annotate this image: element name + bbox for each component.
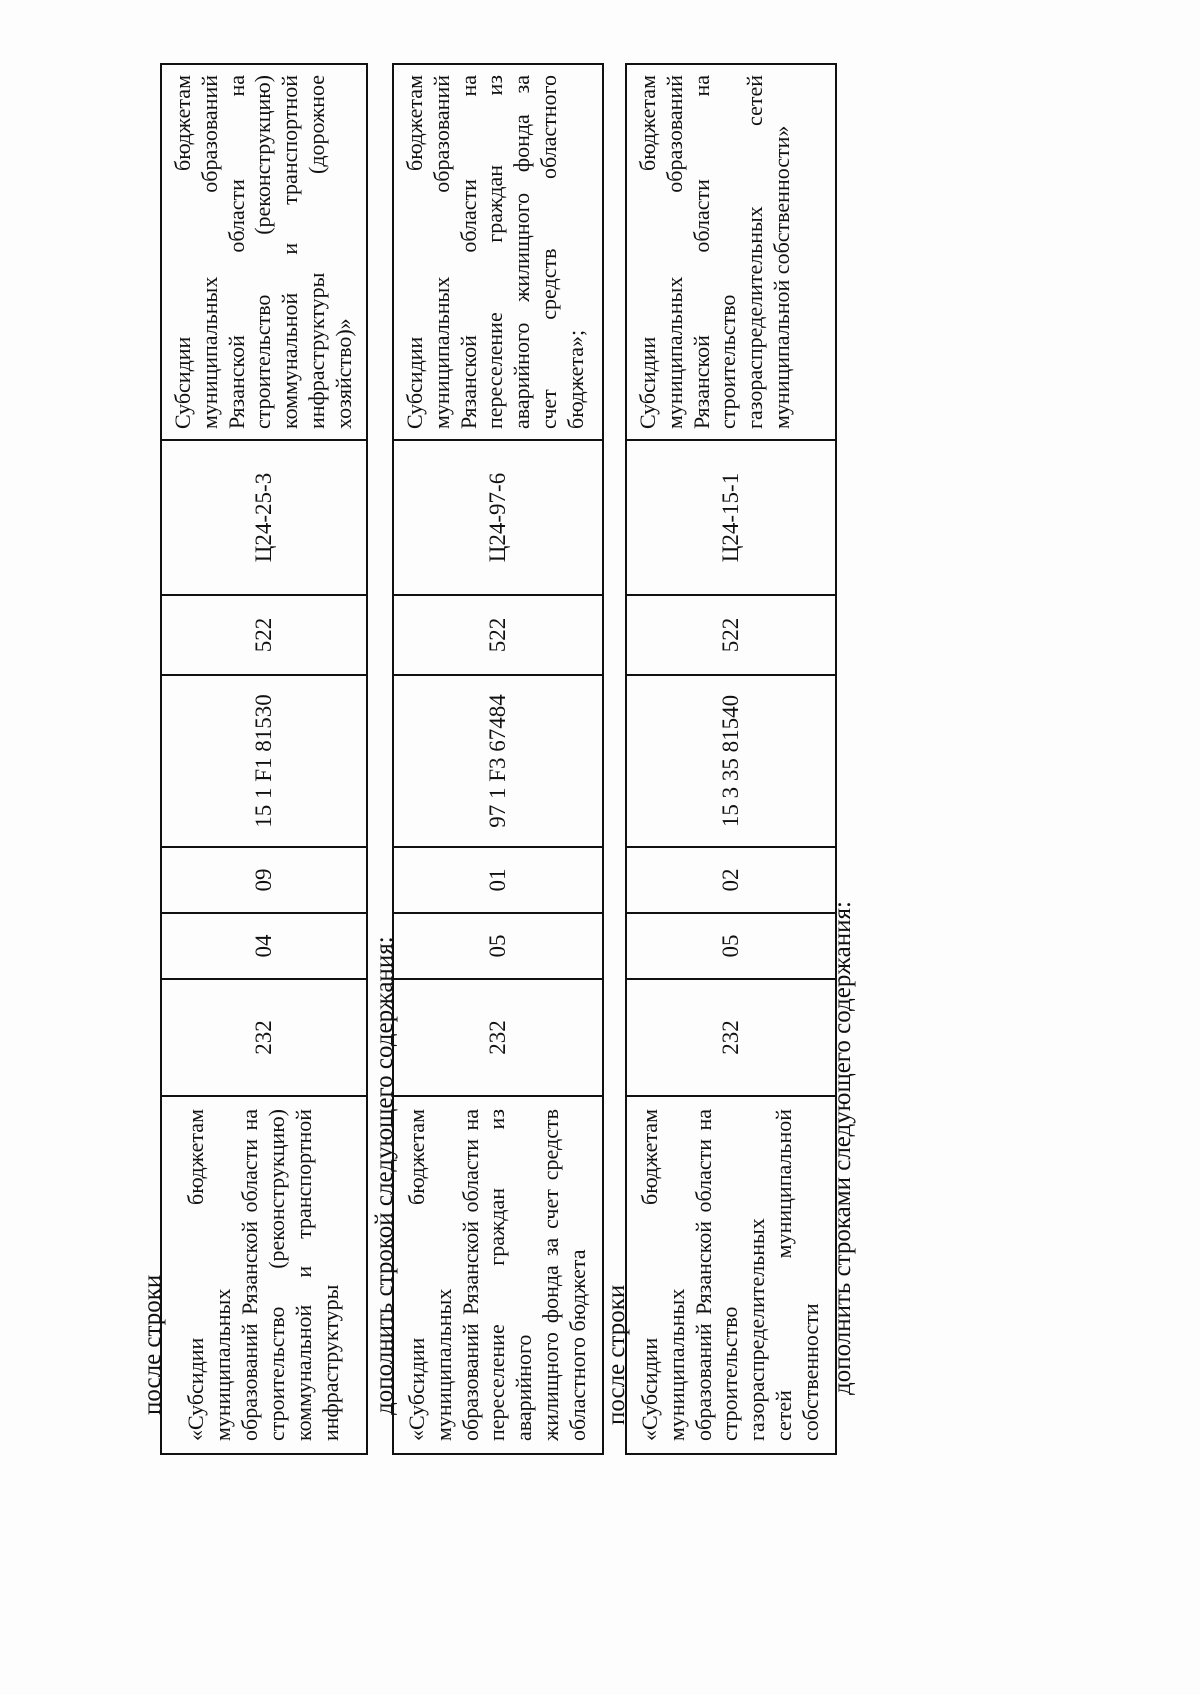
section-code: 05 <box>626 913 836 979</box>
table-row <box>626 64 836 1454</box>
target-code: 15 1 F1 81530 <box>161 675 367 847</box>
admin-code: 232 <box>626 979 836 1096</box>
heading-add-row: дополнить строкой следующего содержания: <box>371 936 398 1415</box>
expense-code: 522 <box>161 595 367 675</box>
direction-code: Ц24-25-3 <box>161 440 367 595</box>
admin-code: 232 <box>393 979 603 1096</box>
row-description: «Субсидии бюджетам муниципальных образований Рязанской области на строительство (реконструкцию) коммунальной и транспортной инфраструктуры <box>161 1096 367 1454</box>
subsection-code: 09 <box>161 847 367 913</box>
subsection-code: 01 <box>393 847 603 913</box>
direction-code: Ц24-97-6 <box>393 440 603 595</box>
budget-table-2 <box>392 63 604 1455</box>
section-code: 05 <box>393 913 603 979</box>
section-code: 04 <box>161 913 367 979</box>
heading-add-rows: дополнить строками следующего содержания: <box>829 901 856 1395</box>
expense-code: 522 <box>393 595 603 675</box>
heading-after-row-2: после строки <box>603 1284 630 1425</box>
row-full-name: Субсидии бюджетам муниципальных образований Рязанской области на переселение граждан из аварийного жилищного фонда за счет средств областного бюджета»; <box>393 64 603 440</box>
row-description: «Субсидии бюджетам муниципальных образований Рязанской области на строительство газораспределительных сетей муниципальной собственности <box>626 1096 836 1454</box>
admin-code: 232 <box>161 979 367 1096</box>
subsection-code: 02 <box>626 847 836 913</box>
target-code: 15 3 35 81540 <box>626 675 836 847</box>
row-full-name: Субсидии бюджетам муниципальных образований Рязанской области на строительство (реконструкцию) коммунальной и транспортной инфраструктуры (дорожное хозяйство)» <box>161 64 367 440</box>
budget-table-1 <box>160 63 368 1455</box>
table-row <box>393 64 603 1454</box>
row-description: «Субсидии бюджетам муниципальных образований Рязанской области на переселение граждан из аварийного жилищного фонда за счет средств областного бюджета <box>393 1096 603 1454</box>
target-code: 97 1 F3 67484 <box>393 675 603 847</box>
heading-after-row-1: после строки <box>139 1274 166 1415</box>
expense-code: 522 <box>626 595 836 675</box>
budget-table-3 <box>625 63 837 1455</box>
table-row <box>161 64 367 1454</box>
direction-code: Ц24-15-1 <box>626 440 836 595</box>
row-full-name: Субсидии бюджетам муниципальных образований Рязанской области на строительство газораспределительных сетей муниципальной собственности» <box>626 64 836 440</box>
